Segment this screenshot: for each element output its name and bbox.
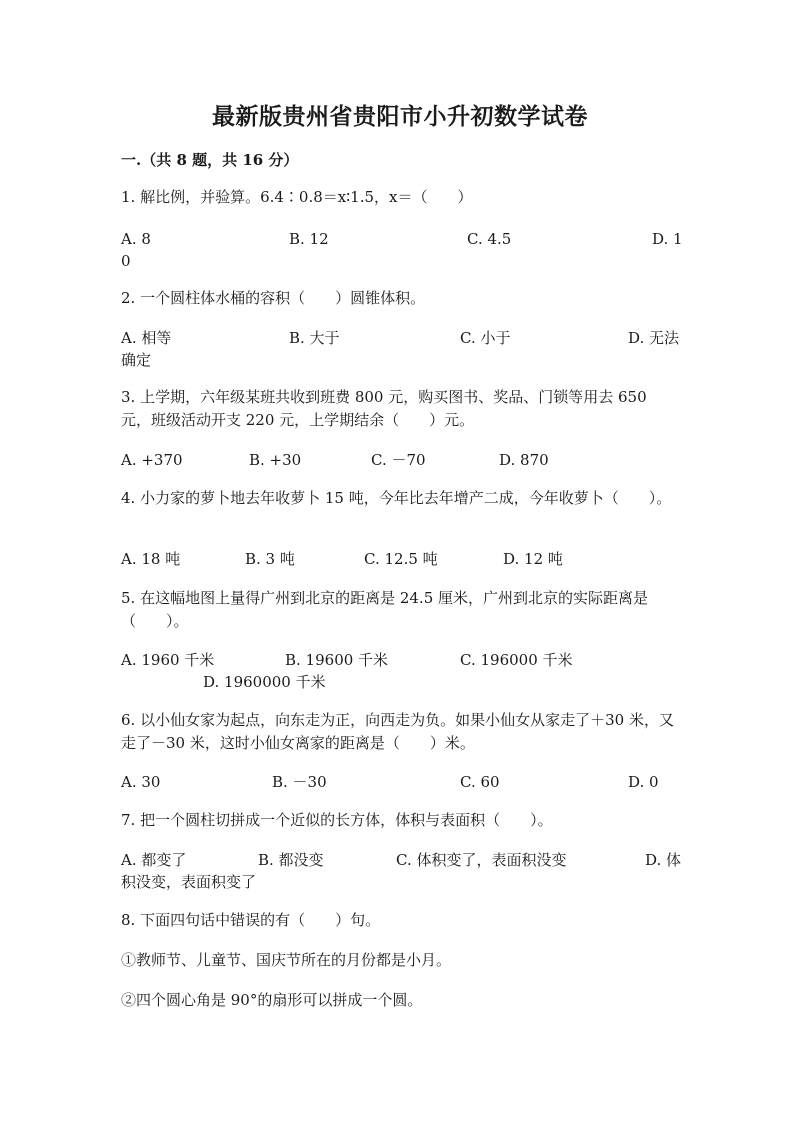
question-4-option-b: B. 3 吨 <box>245 550 295 568</box>
question-7-option-a: A. 都变了 <box>121 851 187 869</box>
question-1-option-d: D. 1 <box>652 230 683 248</box>
question-6-option-d: D. 0 <box>628 773 659 791</box>
question-8-stem: 8. 下面四句话中错误的有（ ）句。 <box>121 911 381 929</box>
question-2-option-d-wrap: 确定 <box>121 351 152 369</box>
question-2-stem: 2. 一个圆柱体水桶的容积（ ）圆锥体积。 <box>121 289 426 307</box>
question-7-option-d-wrap: 积没变，表面积变了 <box>121 873 257 891</box>
question-5-option-d: D. 1960000 千米 <box>203 673 326 691</box>
question-6-option-a: A. 30 <box>121 773 161 791</box>
question-8-statement-1: ①教师节、儿童节、国庆节所在的月份都是小月。 <box>121 951 452 969</box>
question-4-stem: 4. 小力家的萝卜地去年收萝卜 15 吨，今年比去年增产二成，今年收萝卜（ ）。 <box>121 489 672 507</box>
question-8-statement-2: ②四个圆心角是 90°的扇形可以拼成一个圆。 <box>121 991 423 1009</box>
question-3-option-b: B. +30 <box>249 451 302 469</box>
question-2-option-c: C. 小于 <box>460 329 511 347</box>
question-1-stem: 1. 解比例，并验算。6.4∶0.8＝x∶1.5，x＝（ ） <box>121 188 473 206</box>
question-1-option-c: C. 4.5 <box>467 230 512 248</box>
question-2-option-d: D. 无法 <box>628 329 680 347</box>
question-7-option-d: D. 体 <box>645 851 682 869</box>
question-3-stem: 3. 上学期，六年级某班共收到班费 800 元，购买图书、奖品、门锁等用去 650 元，班级活动开支 220 元，上学期结余（ ）元。 <box>121 388 647 429</box>
question-4-option-d: D. 12 吨 <box>503 550 563 568</box>
question-5-option-a: A. 1960 千米 <box>121 651 215 669</box>
question-6-stem: 6. 以小仙女家为起点，向东走为正，向西走为负。如果小仙女从家走了＋30 米，又走了－30 米，这时小仙女离家的距离是（ ）米。 <box>121 711 674 752</box>
question-2-option-b: B. 大于 <box>289 329 340 347</box>
question-4-option-a: A. 18 吨 <box>121 550 181 568</box>
question-3-option-a: A. +370 <box>121 451 183 469</box>
question-2-option-a: A. 相等 <box>121 329 172 347</box>
question-1-option-d-wrap: 0 <box>121 252 131 270</box>
question-5-stem: 5. 在这幅地图上量得广州到北京的距离是 24.5 厘米，广州到北京的实际距离是（ ）。 <box>121 589 649 630</box>
question-6-option-c: C. 60 <box>460 773 500 791</box>
question-1-option-b: B. 12 <box>289 230 329 248</box>
question-3-option-c: C. －70 <box>371 451 426 469</box>
question-7-stem: 7. 把一个圆柱切拼成一个近似的长方体，体积与表面积（ ）。 <box>121 811 553 829</box>
section-heading: 一.（共 8 题，共 16 分） <box>121 151 299 169</box>
question-3-option-d: D. 870 <box>499 451 549 469</box>
question-5-option-b: B. 19600 千米 <box>285 651 389 669</box>
question-6-option-b: B. －30 <box>272 773 327 791</box>
question-4-option-c: C. 12.5 吨 <box>364 550 438 568</box>
question-1-option-a: A. 8 <box>121 230 151 248</box>
question-7-option-c: C. 体积变了，表面积没变 <box>396 851 567 869</box>
page-title: 最新版贵州省贵阳市小升初数学试卷 <box>212 103 588 130</box>
question-7-option-b: B. 都没变 <box>258 851 324 869</box>
question-5-option-c: C. 196000 千米 <box>460 651 573 669</box>
